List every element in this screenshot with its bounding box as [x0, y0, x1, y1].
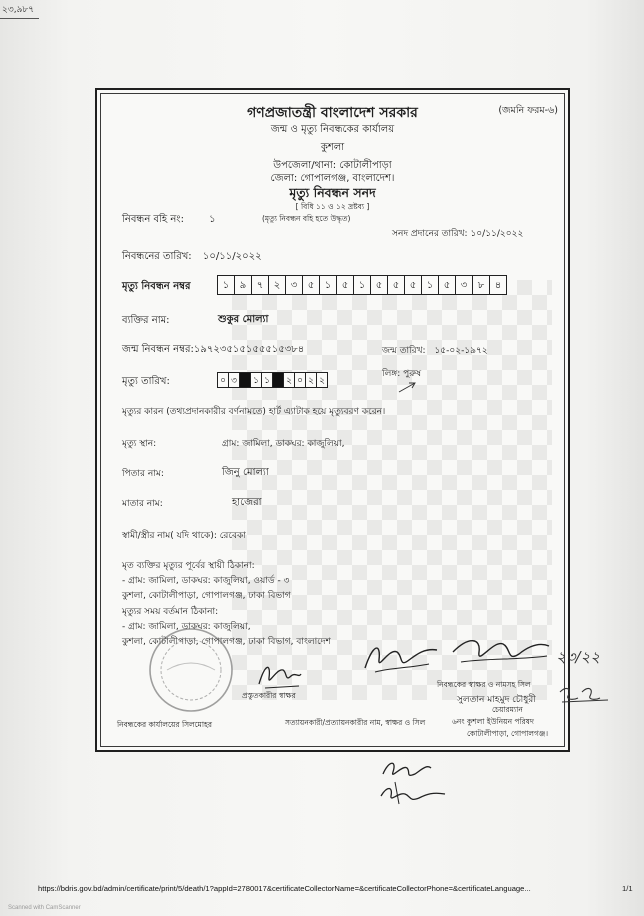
permanent-address-line: - গ্রাম: জামিলা, ডাকঘর: কাজুলিয়া, ওয়ার্ড - ৩ — [122, 576, 290, 586]
pen-mark — [397, 380, 419, 394]
digit-box: ৫ — [387, 275, 405, 295]
district: জেলা: গোপালগঞ্জ, বাংলাদেশ। — [270, 173, 395, 184]
present-address-line: - গ্রাম: জামিলা, ডাকঘর: কাজুলিয়া, — [122, 622, 251, 632]
digit-box: ২ — [268, 275, 286, 295]
registration-date-label: নিবন্ধনের তারিখ: — [122, 251, 192, 262]
preparer-signature-label: প্রস্তুতকারীর স্বাক্ষর — [242, 691, 296, 700]
handwritten-scribble — [556, 684, 616, 706]
date-digit-box: ২ — [283, 372, 295, 388]
digit-box: ৪ — [489, 275, 507, 295]
attester-label: সত্যায়নকারী/প্রত্যায়নকারীর নাম, স্বাক্ষর ও সিল — [285, 718, 426, 727]
registrar-name: সুলতান মাহমুদ চৌধুরী — [457, 695, 536, 705]
form-number: (জমনি ফরম-৬) — [498, 105, 558, 116]
registrar-address: কোটালীপাড়া, গোপালগঞ্জ। — [467, 729, 549, 738]
death-reg-no-label: মৃত্যু নিবন্ধন নম্বর — [122, 281, 191, 292]
footer-url: https://bdris.gov.bd/admin/certificate/print/5/death/1?appId=2780017&certificateCollectorName=&certificateCollectorPhone=&certificateLanguage... — [38, 884, 531, 893]
digit-box: ১ — [421, 275, 439, 295]
rule-reference: [ বিধি ১১ ও ১২ দ্রষ্টব্য ] — [295, 202, 370, 211]
permanent-address-label: মৃত ব্যক্তির মৃত্যুর পূর্বের স্থায়ী ঠিকানা: — [122, 561, 255, 571]
date-digit-box: ১ — [261, 372, 273, 388]
digit-box: ৫ — [370, 275, 388, 295]
date-digit-box: ২ — [305, 372, 317, 388]
mother-name-value: হাজেরা — [232, 497, 262, 508]
date-digit-box: ০ — [217, 372, 229, 388]
office-seal-label: নিবন্ধকের কার্যালয়ের সিলমোহর — [117, 720, 213, 729]
digit-box: ৩ — [285, 275, 303, 295]
upazila: উপজেলা/থানা: কোটালীপাড়া — [273, 160, 392, 171]
gender — [382, 366, 421, 381]
registration-date — [122, 249, 262, 266]
father-name-label: পিতার নাম: — [122, 469, 164, 479]
book-number — [122, 212, 216, 229]
birth-reg-no — [122, 342, 304, 359]
page-count: 1/1 — [622, 884, 633, 893]
registrar-union: ৬নং কুশলা ইউনিয়ন পরিষদ — [452, 717, 534, 726]
registrar-signature-label: নিবন্ধকের স্বাক্ষর ও নামসহ সিল — [437, 680, 531, 689]
union-name: কুশলা — [320, 142, 345, 153]
death-date-boxes — [218, 372, 328, 388]
death-place-value: গ্রাম: জামিলা, ডাকঘর: কাজুলিয়া, — [222, 439, 345, 449]
cause-label: মৃত্যুর কারন (তথ্যপ্রদানকারীর বর্ণনামতে) — [122, 407, 266, 417]
spouse-name-label: স্বামী/স্ত্রীর নাম( যদি থাকে): — [122, 531, 217, 541]
date-digit-box: ০ — [294, 372, 306, 388]
digit-box: ৫ — [404, 275, 422, 295]
registrar-title: চেয়ারম্যান — [492, 705, 523, 714]
spouse-name-value: রেবেকা — [219, 531, 246, 541]
gender-label: লিঙ্গ: — [382, 369, 401, 379]
person-name-value: শুকুর মোল্যা — [218, 314, 269, 325]
birth-date-label: জন্ম তারিখ: — [382, 346, 426, 356]
government-title: গণপ্রজাতন্ত্রী বাংলাদেশ সরকার — [247, 105, 418, 121]
office-seal-stamp — [147, 626, 235, 714]
birth-reg-no-label: জন্ম নিবন্ধন নম্বর: — [122, 344, 194, 355]
registrar-signature — [449, 632, 553, 674]
death-place-label: মৃত্যু স্থান: — [122, 439, 157, 449]
digit-box: ৫ — [336, 275, 354, 295]
present-address-line: কুশলা, কোটালীপাড়া, গোপালগঞ্জ, ঢাকা বিভাগ, বাংলাদেশ — [122, 637, 331, 647]
gender-value: পুরুষ — [403, 369, 422, 379]
registration-date-value: ১০/১১/২০২২ — [202, 251, 262, 262]
mother-name-label: মাতার নাম: — [122, 499, 163, 509]
digit-box: ৯ — [234, 275, 252, 295]
birth-date — [382, 343, 488, 358]
digit-box: ৫ — [302, 275, 320, 295]
birth-date-value: ১৫-০২-১৯৭২ — [434, 346, 488, 356]
death-certificate — [95, 88, 570, 752]
present-address-label: মৃত্যুর সময় বর্তমান ঠিকানা: — [122, 607, 219, 617]
spouse-name — [122, 528, 246, 543]
preparer-signature — [255, 656, 305, 692]
attester-signature — [359, 638, 443, 678]
father-name-value: জিনু মোল্যা — [222, 467, 269, 478]
cause-of-death — [122, 404, 385, 419]
digit-box: ১ — [353, 275, 371, 295]
death-date-label: মৃত্যু তারিখ: — [122, 376, 170, 387]
date-digit-box: ২ — [316, 372, 328, 388]
corner-number: ২৩,৯৮৭ — [0, 2, 39, 19]
digit-box: ৩ — [455, 275, 473, 295]
death-reg-no-boxes — [218, 275, 507, 295]
date-digit-box: ৩ — [228, 372, 240, 388]
office-name: জন্ম ও মৃত্যু নিবন্ধকের কার্যালয় — [270, 124, 395, 135]
issue-date-label: সনদ প্রদানের তারিখ: — [392, 229, 468, 239]
permanent-address-line: কুশলা, কোটালীপাড়া, গোপালগঞ্জ, ঢাকা বিভাগ — [122, 591, 291, 601]
date-digit-box: ১ — [250, 372, 262, 388]
book-number-label: নিবন্ধন বহি নং: — [122, 214, 184, 225]
digit-box: ৮ — [472, 275, 490, 295]
person-name-label: ব্যক্তির নাম: — [122, 315, 170, 326]
book-number-value: ১ — [209, 214, 216, 225]
digit-box: ১ — [217, 275, 235, 295]
digit-box: ৫ — [438, 275, 456, 295]
bottom-signature — [375, 756, 455, 810]
digit-box: ১ — [319, 275, 337, 295]
issue-date — [392, 226, 523, 241]
digit-box: ৭ — [251, 275, 269, 295]
issue-date-value: ১০/১১/২০২২ — [470, 229, 524, 239]
extract-note: (মৃত্যু নিবন্ধন বহি হতে উদ্ধৃত) — [262, 214, 351, 223]
scanner-watermark: Scanned with CamScanner — [8, 905, 81, 911]
cause-value: হার্ট এ্যাটাক হয়ে মৃত্যুবরণ করেন। — [268, 407, 386, 417]
handwritten-date-note: ২৩/২২ — [556, 648, 601, 666]
document-title: মৃত্যু নিবন্ধন সনদ — [289, 185, 376, 200]
birth-reg-no-value: ১৯৭২৩৫১৫১৫৫৫১৫৩৮৪ — [193, 344, 305, 355]
